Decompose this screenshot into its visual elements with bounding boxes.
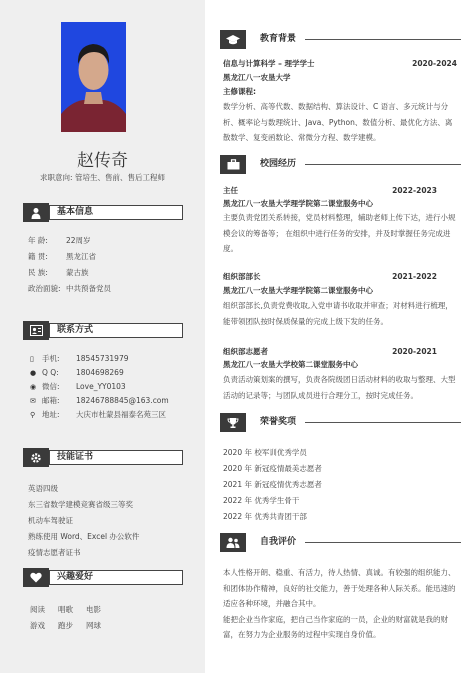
- section-title: 联系方式: [57, 325, 94, 335]
- hobby-item: 阅读: [30, 605, 45, 614]
- person-icon: [23, 203, 49, 222]
- info-value: 中共预备党员: [66, 284, 111, 293]
- campus-org: 黑龙江八一农垦大学理学院第二课堂服务中心: [223, 199, 373, 208]
- info-value: 黑龙江省: [66, 252, 96, 261]
- campus-desc: 组织部部长,负责党费收取,入党申请书收取并审查；对材料进行梳理，能带领团队按时保质保量的完成上级下发的任务。: [223, 301, 453, 326]
- qq-icon: ●: [30, 369, 37, 377]
- contact-qq: [30, 367, 124, 379]
- info-value: 蒙古族: [66, 268, 89, 277]
- contact-value: 18246788845@163.com: [76, 396, 169, 405]
- hobby-item: 电影: [86, 605, 101, 614]
- people-icon: [220, 533, 246, 552]
- award-item: 2022 年 优秀学生骨干: [223, 496, 300, 505]
- award-item: 2022 年 优秀共青团干部: [223, 512, 307, 521]
- contact-value: Love_YY0103: [76, 382, 126, 391]
- courses-text: 数学分析、高等代数、数据结构、算法设计、C 语言、多元统计与分析、概率论与数理统计、Java、Python、数值分析、最优化方法、离散数学、复变函数论、常微分方程、数学建模。: [223, 102, 453, 142]
- hobby-item: 唱歌: [58, 605, 73, 614]
- contact-wechat: [30, 381, 126, 393]
- contact-email: [30, 395, 169, 407]
- section-title: 荣誉奖项: [260, 417, 297, 427]
- education-header: [223, 58, 457, 70]
- contact-value: 大庆市杜蒙县福泰名苑三区: [76, 410, 166, 419]
- skill-item: 东三省数学建模竞赛省级三等奖: [28, 500, 133, 509]
- skill-item: 熟练使用 Word、Excel 办公软件: [28, 532, 140, 541]
- award-item: 2020 年 新冠疫情最美志愿者: [223, 464, 322, 473]
- hobby-item: 网球: [86, 621, 101, 630]
- section-education: [220, 30, 461, 49]
- contact-card-icon: [23, 321, 49, 340]
- skill-item: 机动车驾驶证: [28, 516, 73, 525]
- info-label: 民 族:: [28, 268, 48, 277]
- campus-org: 黑龙江八一农垦大学校第二课堂服务中心: [223, 360, 358, 369]
- heart-icon: [23, 568, 49, 587]
- gear-icon: [23, 448, 49, 467]
- campus-desc: 负责活动策划案的撰写，负责各院级团日活动材料的收取与整理、大型活动的记录等；与团队成员进行合理分工，按时完成任务。: [223, 375, 456, 400]
- campus-period: 2021-2022: [392, 272, 437, 281]
- contact-label: 邮箱:: [42, 396, 60, 405]
- info-political: [28, 283, 111, 295]
- job-intent: 求职意向: 管培生、售前、售后工程师: [40, 173, 165, 182]
- section-hobbies: [23, 568, 183, 587]
- award-item: 2021 年 新冠疫情优秀志愿者: [223, 480, 322, 489]
- section-title: 自我评价: [260, 537, 297, 547]
- section-title: 教育背景: [260, 34, 297, 44]
- section-awards: [220, 413, 461, 432]
- section-basic-info: [23, 203, 183, 222]
- phone-icon: ▯: [30, 355, 34, 363]
- contact-value: 1804698269: [76, 368, 124, 377]
- section-rule: [305, 422, 461, 423]
- courses-label: 主修课程:: [223, 87, 256, 96]
- section-rule: [305, 39, 461, 40]
- contact-label: 地址:: [42, 410, 60, 419]
- section-self-evaluation: [220, 533, 461, 552]
- location-icon: ⚲: [30, 411, 36, 419]
- skill-item: 疫情志愿者证书: [28, 548, 81, 557]
- campus-period: 2020-2021: [392, 347, 437, 356]
- campus-header: [223, 185, 457, 197]
- section-campus: [220, 155, 461, 174]
- candidate-name: 赵传奇: [77, 151, 128, 171]
- award-item: 2020 年 校军训优秀学员: [223, 448, 307, 457]
- trophy-icon: [220, 413, 246, 432]
- contact-address: [30, 409, 166, 421]
- contact-label: 微信:: [42, 382, 60, 391]
- school-name: 黑龙江八一农垦大学: [223, 73, 291, 82]
- degree: 信息与计算科学 – 理学学士: [223, 59, 315, 68]
- section-contact: [23, 321, 183, 340]
- section-title: 技能证书: [57, 452, 94, 462]
- section-rule: [305, 164, 461, 165]
- campus-role: 主任: [223, 186, 238, 195]
- section-title: 校园经历: [260, 159, 297, 169]
- section-title: 兴趣爱好: [57, 572, 94, 582]
- campus-role: 组织部志愿者: [223, 347, 268, 356]
- left-column: [0, 0, 205, 673]
- info-ethnicity: [28, 267, 89, 279]
- section-rule: [305, 542, 461, 543]
- graduation-cap-icon: [220, 30, 246, 49]
- hobby-item: 游戏: [30, 621, 45, 630]
- info-label: 年 龄:: [28, 236, 48, 245]
- profile-photo: [61, 22, 126, 132]
- contact-label: Q Q:: [42, 368, 59, 377]
- campus-header: [223, 271, 457, 283]
- hobby-row: [30, 604, 114, 615]
- campus-org: 黑龙江八一农垦大学理学院第二课堂服务中心: [223, 286, 373, 295]
- briefcase-icon: [220, 155, 246, 174]
- info-value: 22周岁: [66, 236, 91, 245]
- contact-label: 手机:: [42, 354, 60, 363]
- self-evaluation-text: 本人性格开朗、稳重、有活力，待人热情、真诚。有较强的组织能力、和团体协作精神，良好的社交能力，善于处理各种人际关系。能迅速的适应各种环境，并融合其中。 能把企业当作家庭，把自己当作家庭的一员，企业的财富就是我的财富，在努力为企业服务的过程中实现自身价值。: [223, 568, 456, 639]
- section-title: 基本信息: [57, 207, 94, 217]
- campus-role: 组织部部长: [223, 272, 261, 281]
- campus-header: [223, 346, 457, 358]
- skill-item: 英语四级: [28, 484, 58, 493]
- wechat-icon: ◉: [30, 383, 37, 391]
- mail-icon: ✉: [30, 397, 36, 405]
- campus-period: 2022-2023: [392, 186, 437, 195]
- contact-value: 18545731979: [76, 354, 129, 363]
- info-hometown: [28, 251, 96, 263]
- info-label: 籍 贯:: [28, 252, 48, 261]
- hobby-item: 跑步: [58, 621, 73, 630]
- campus-desc: 主要负责党团关系转接，党员材料整理，辅助老师上传下达，进行小规模会议的筹备等； 在组织中进行任务的安排，并及时掌握任务完成进度。: [223, 213, 456, 253]
- info-age: [28, 235, 91, 247]
- section-skills: [23, 448, 183, 467]
- education-period: 2020-2024: [412, 59, 457, 68]
- info-label: 政治面貌:: [28, 284, 61, 293]
- contact-phone: [30, 353, 129, 365]
- hobby-row: [30, 620, 114, 631]
